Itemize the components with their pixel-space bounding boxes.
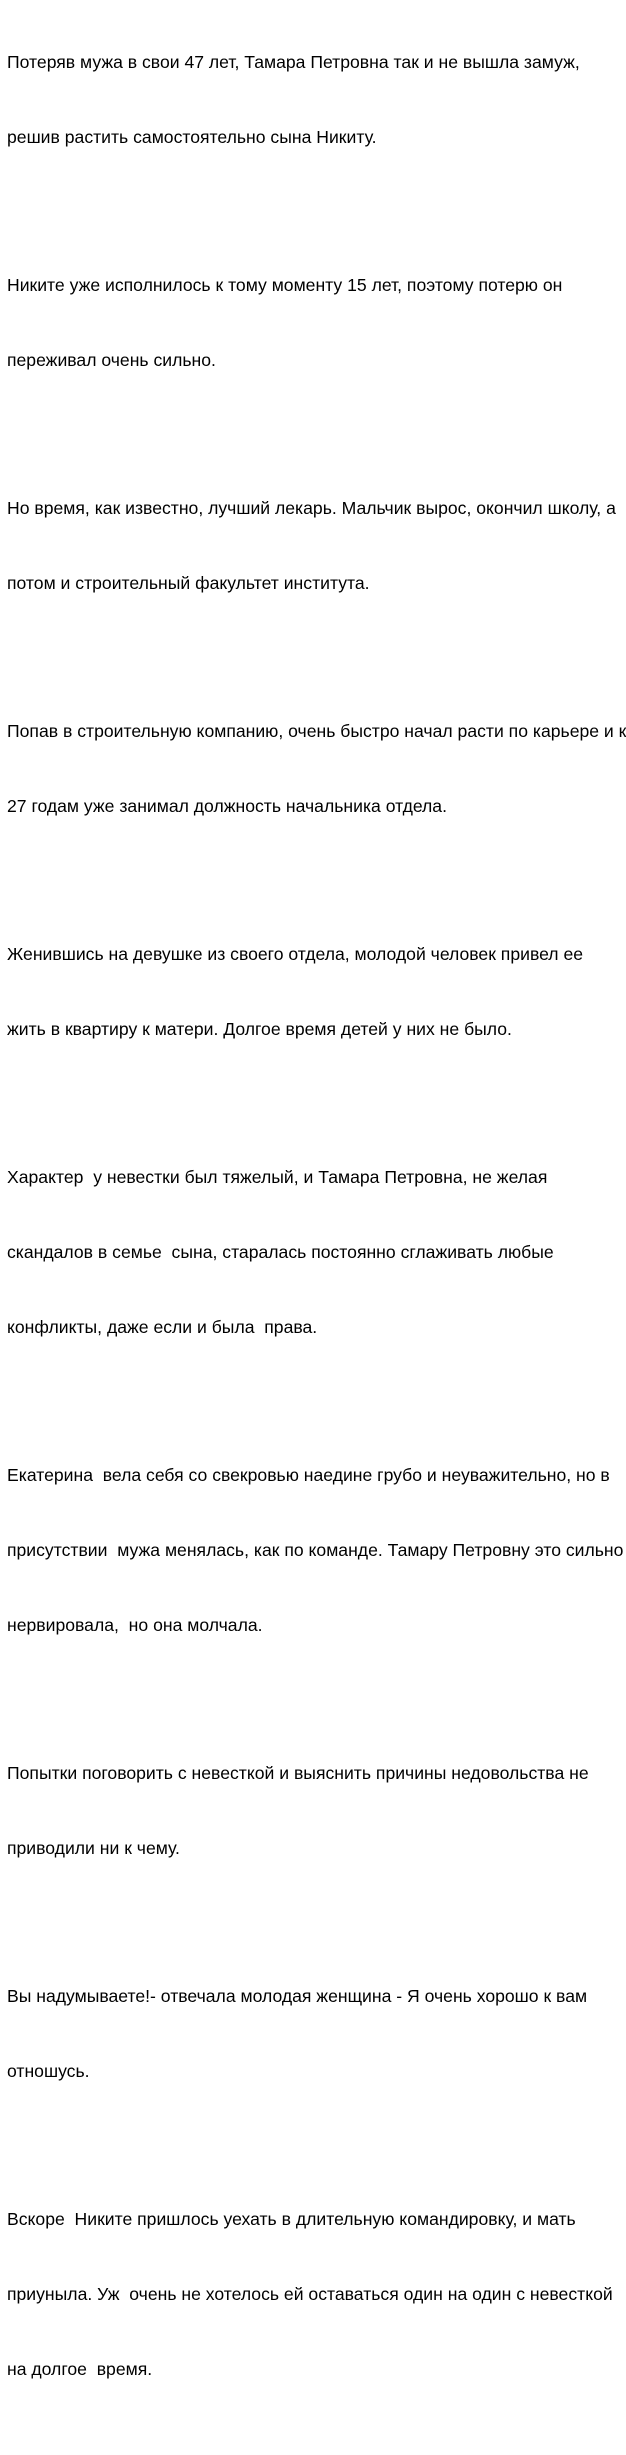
paragraph-10 xyxy=(7,2157,613,2432)
paragraph-7 xyxy=(7,1413,624,1688)
text-line: решив растить самостоятельно сына Никиту. xyxy=(7,127,377,147)
paragraph-1 xyxy=(7,0,603,200)
text-line: Вскоре Никите пришлось уехать в длительную командировку, и мать xyxy=(7,2209,576,2229)
text-line: отношусь. xyxy=(7,2061,90,2081)
text-line: Характер у невестки был тяжелый, и Тамара Петровна, не желая xyxy=(7,1167,548,1187)
text-line: Но время, как известно, лучший лекарь. Мальчик вырос, окончил школу, а xyxy=(7,498,616,518)
text-line: присутствии мужа менялась, как по команде. Тамару Петровну это сильно xyxy=(7,1540,624,1560)
text-line: приводили ни к чему. xyxy=(7,1838,180,1858)
paragraph-6 xyxy=(7,1115,603,1390)
text-line: скандалов в семье сына, старалась постоянно сглаживать любые xyxy=(7,1242,554,1262)
text-line: на долгое время. xyxy=(7,2359,153,2379)
text-line: Никите уже исполнилось к тому моменту 15 лет, поэтому потерю он xyxy=(7,275,563,295)
text-line: конфликты, даже если и была права. xyxy=(7,1317,318,1337)
text-line: Попытки поговорить с невесткой и выяснить причины недовольства не xyxy=(7,1763,589,1783)
paragraph-4 xyxy=(7,669,626,869)
text-line: 27 годам уже занимал должность начальника отдела. xyxy=(7,796,447,816)
paragraph-8 xyxy=(7,1711,603,1911)
text-line: Вы надумываете!- отвечала молодая женщина - Я очень хорошо к вам xyxy=(7,1986,588,2006)
text-line: Женившись на девушке из своего отдела, молодой человек привел ее xyxy=(7,944,584,964)
text-line: нервировала, но она молчала. xyxy=(7,1615,263,1635)
text-line: переживал очень сильно. xyxy=(7,350,216,370)
text-line: приуныла. Уж очень не хотелось ей оставаться один на один с невесткой xyxy=(7,2284,613,2304)
paragraph-9 xyxy=(7,1934,603,2134)
text-line: потом и строительный факультет института. xyxy=(7,573,370,593)
text-line: Попав в строительную компанию, очень быстро начал расти по карьере и к xyxy=(7,721,626,741)
text-line: Екатерина вела себя со свекровью наедине грубо и неуважительно, но в xyxy=(7,1465,610,1485)
paragraph-2 xyxy=(7,223,603,423)
text-line: Потеряв мужа в свои 47 лет, Тамара Петровна так и не вышла замуж, xyxy=(7,52,580,72)
text-line: жить в квартиру к матери. Долгое время детей у них не было. xyxy=(7,1019,512,1039)
article-body xyxy=(7,0,626,2455)
paragraph-3 xyxy=(7,446,616,646)
paragraph-5 xyxy=(7,892,603,1092)
